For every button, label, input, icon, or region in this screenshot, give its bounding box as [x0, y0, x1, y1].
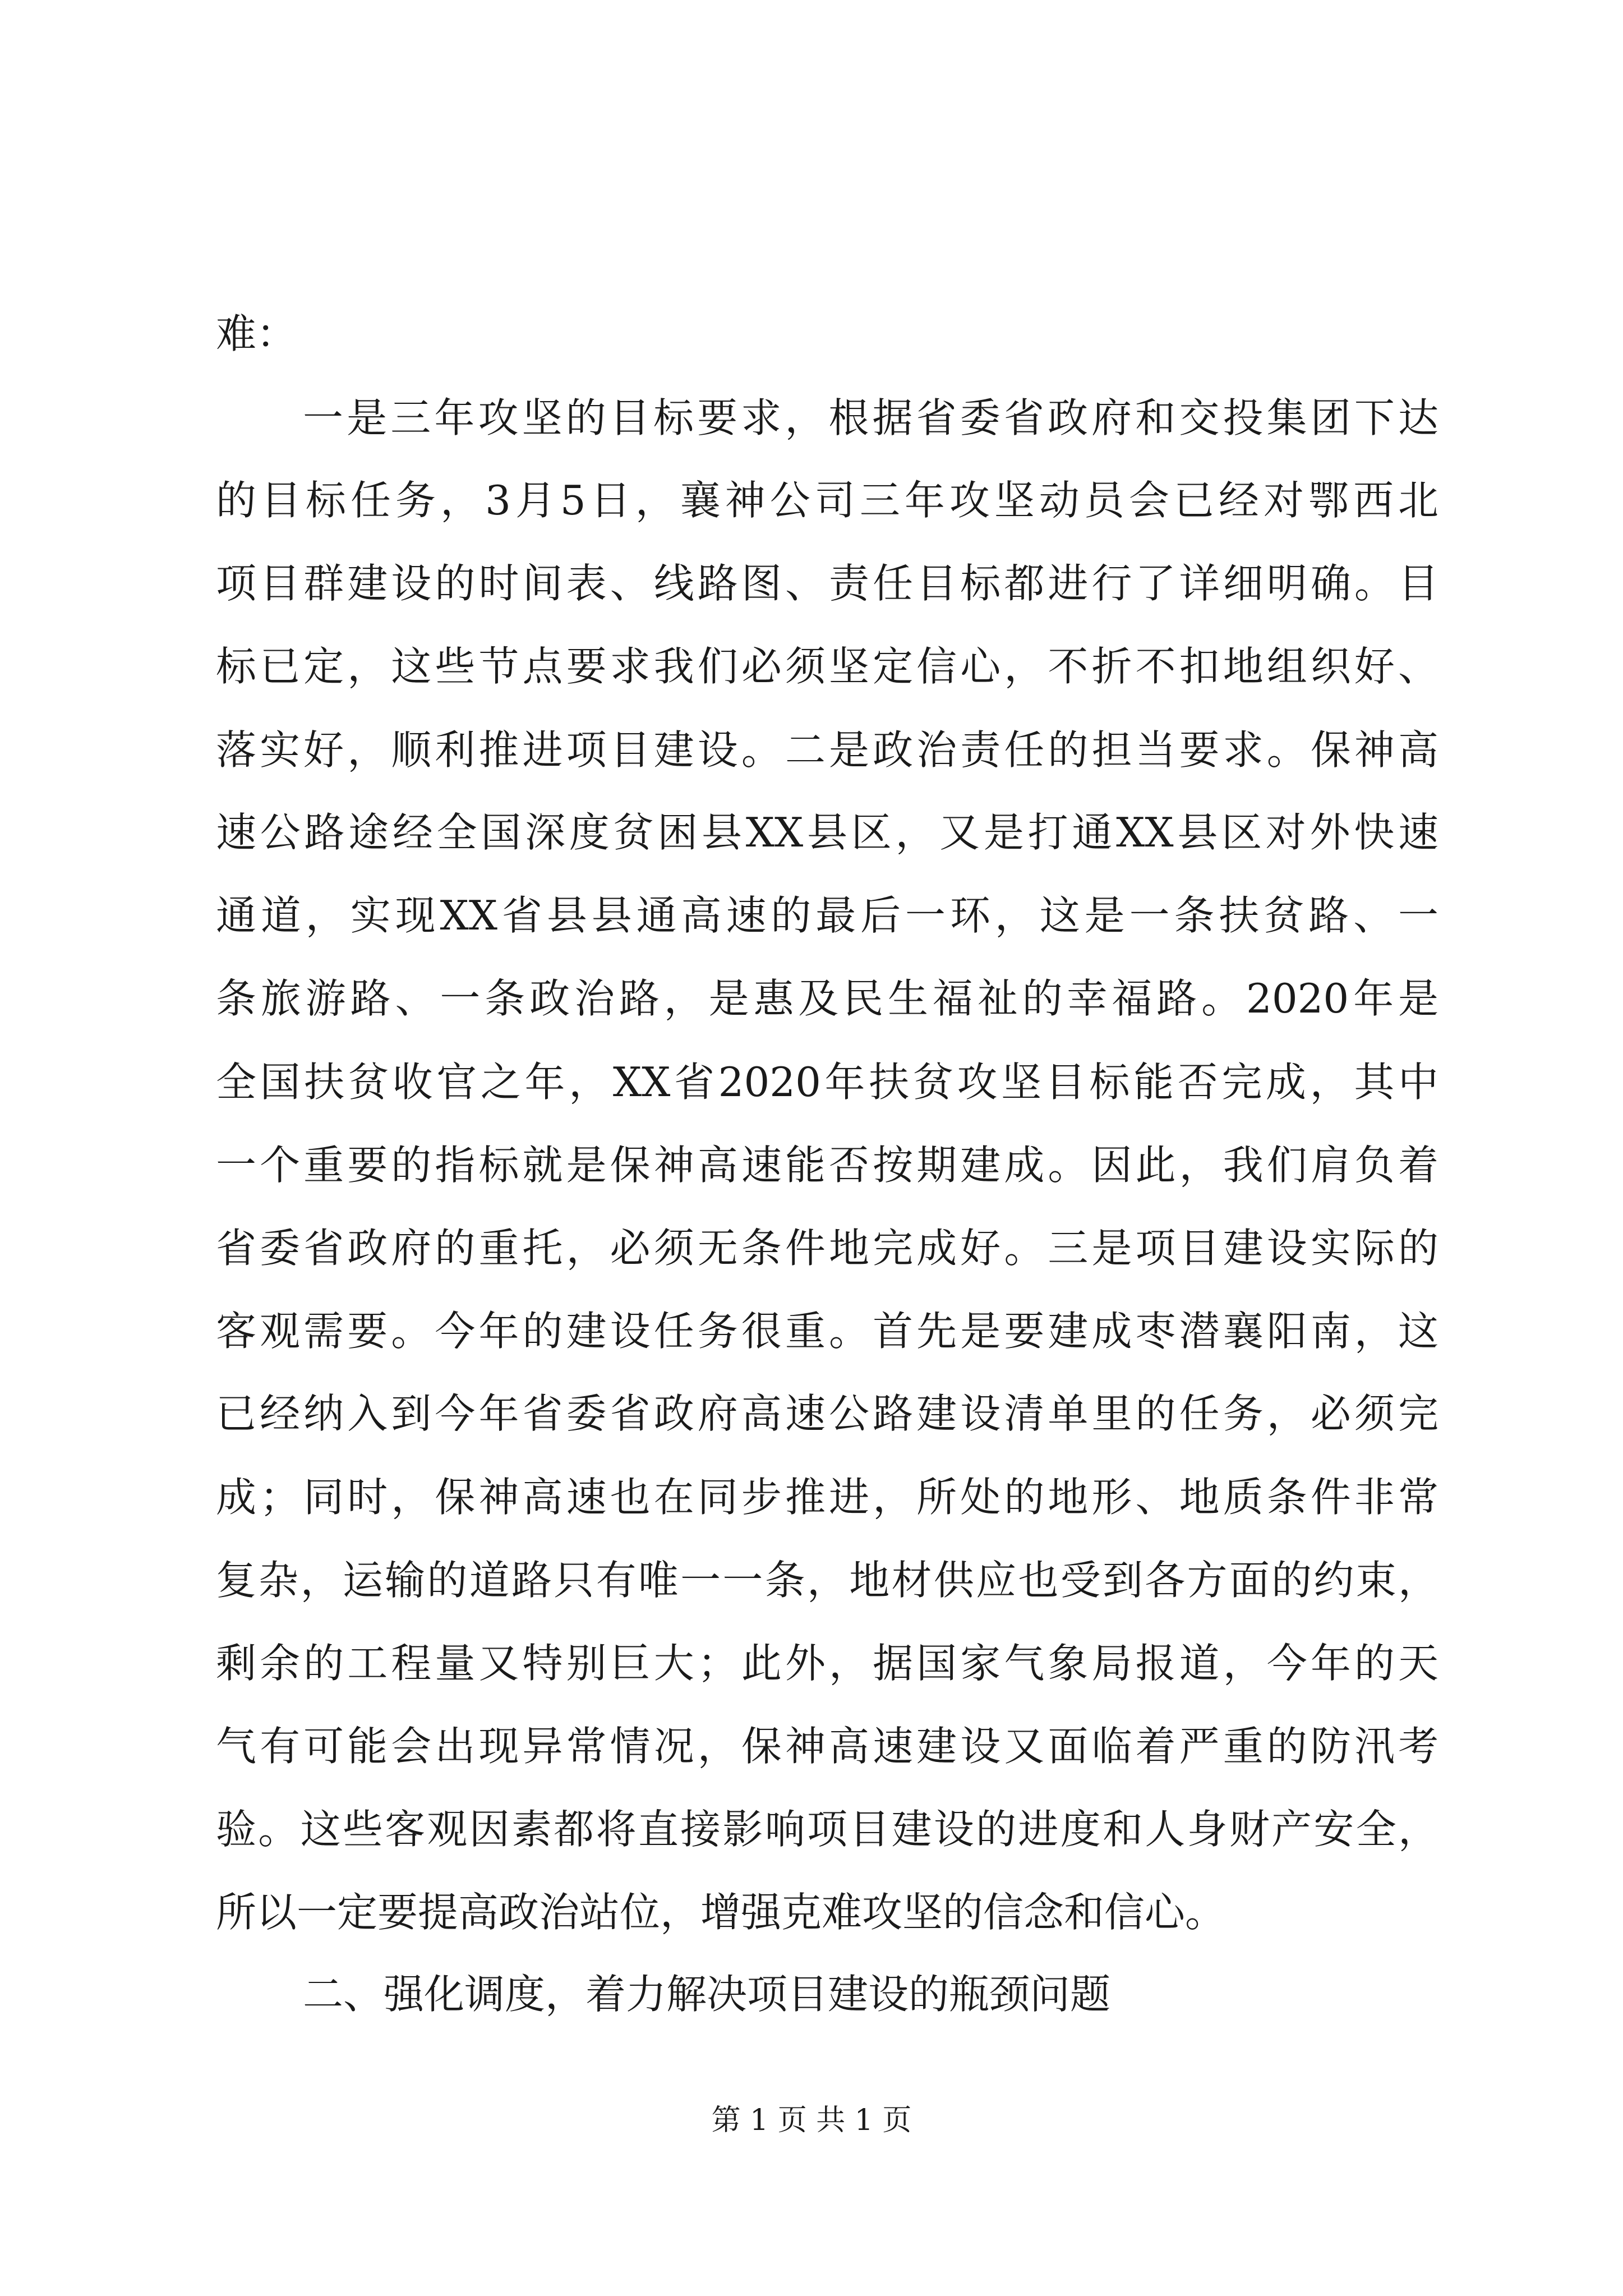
- paragraph-line: 剩余的工程量又特别巨大；此外，据国家气象局报道，今年的天: [216, 1640, 1438, 1687]
- paragraph-line: 的目标任务，3月5日，襄神公司三年攻坚动员会已经对鄂西北: [216, 477, 1438, 524]
- paragraph-line: 验。这些客观因素都将直接影响项目建设的进度和人身财产安全，: [216, 1806, 1438, 1853]
- page-footer: 第 1 页 共 1 页: [711, 2104, 912, 2137]
- section-heading: 二、强化调度，着力解决项目建设的瓶颈问题: [303, 1971, 1111, 2018]
- paragraph-line: 标已定，这些节点要求我们必须坚定信心，不折不扣地组织好、: [216, 643, 1438, 690]
- paragraph-line: 成；同时，保神高速也在同步推进，所处的地形、地质条件非常: [216, 1474, 1438, 1521]
- paragraph-line: 一个重要的指标就是保神高速能否按期建成。因此，我们肩负着: [216, 1142, 1438, 1189]
- paragraph-line: 速公路途经全国深度贫困县XX县区，又是打通XX县区对外快速: [216, 809, 1438, 856]
- paragraph-line: 全国扶贫收官之年，XX省2020年扶贫攻坚目标能否完成，其中: [216, 1059, 1438, 1106]
- paragraph-line: 气有可能会出现异常情况，保神高速建设又面临着严重的防汛考: [216, 1723, 1438, 1770]
- paragraph-line: 所以一定要提高政治站位，增强克难攻坚的信念和信心。: [216, 1889, 1226, 1936]
- paragraph-line: 复杂，运输的道路只有唯一一条，地材供应也受到各方面的约束，: [216, 1557, 1438, 1604]
- paragraph-line: 通道，实现XX省县县通高速的最后一环，这是一条扶贫路、一: [216, 892, 1438, 939]
- paragraph-line: 项目群建设的时间表、线路图、责任目标都进行了详细明确。目: [216, 560, 1438, 607]
- paragraph-line: 一是三年攻坚的目标要求，根据省委省政府和交投集团下达: [303, 394, 1438, 441]
- paragraph-line: 省委省政府的重托，必须无条件地完成好。三是项目建设实际的: [216, 1225, 1438, 1272]
- paragraph-line: 客观需要。今年的建设任务很重。首先是要建成枣潜襄阳南，这: [216, 1308, 1438, 1355]
- paragraph-line: 落实好，顺利推进项目建设。二是政治责任的担当要求。保神高: [216, 726, 1438, 774]
- paragraph-line: 难：: [216, 310, 297, 357]
- paragraph-line: 已经纳入到今年省委省政府高速公路建设清单里的任务，必须完: [216, 1390, 1438, 1437]
- paragraph-line: 条旅游路、一条政治路，是惠及民生福祉的幸福路。2020年是: [216, 975, 1438, 1022]
